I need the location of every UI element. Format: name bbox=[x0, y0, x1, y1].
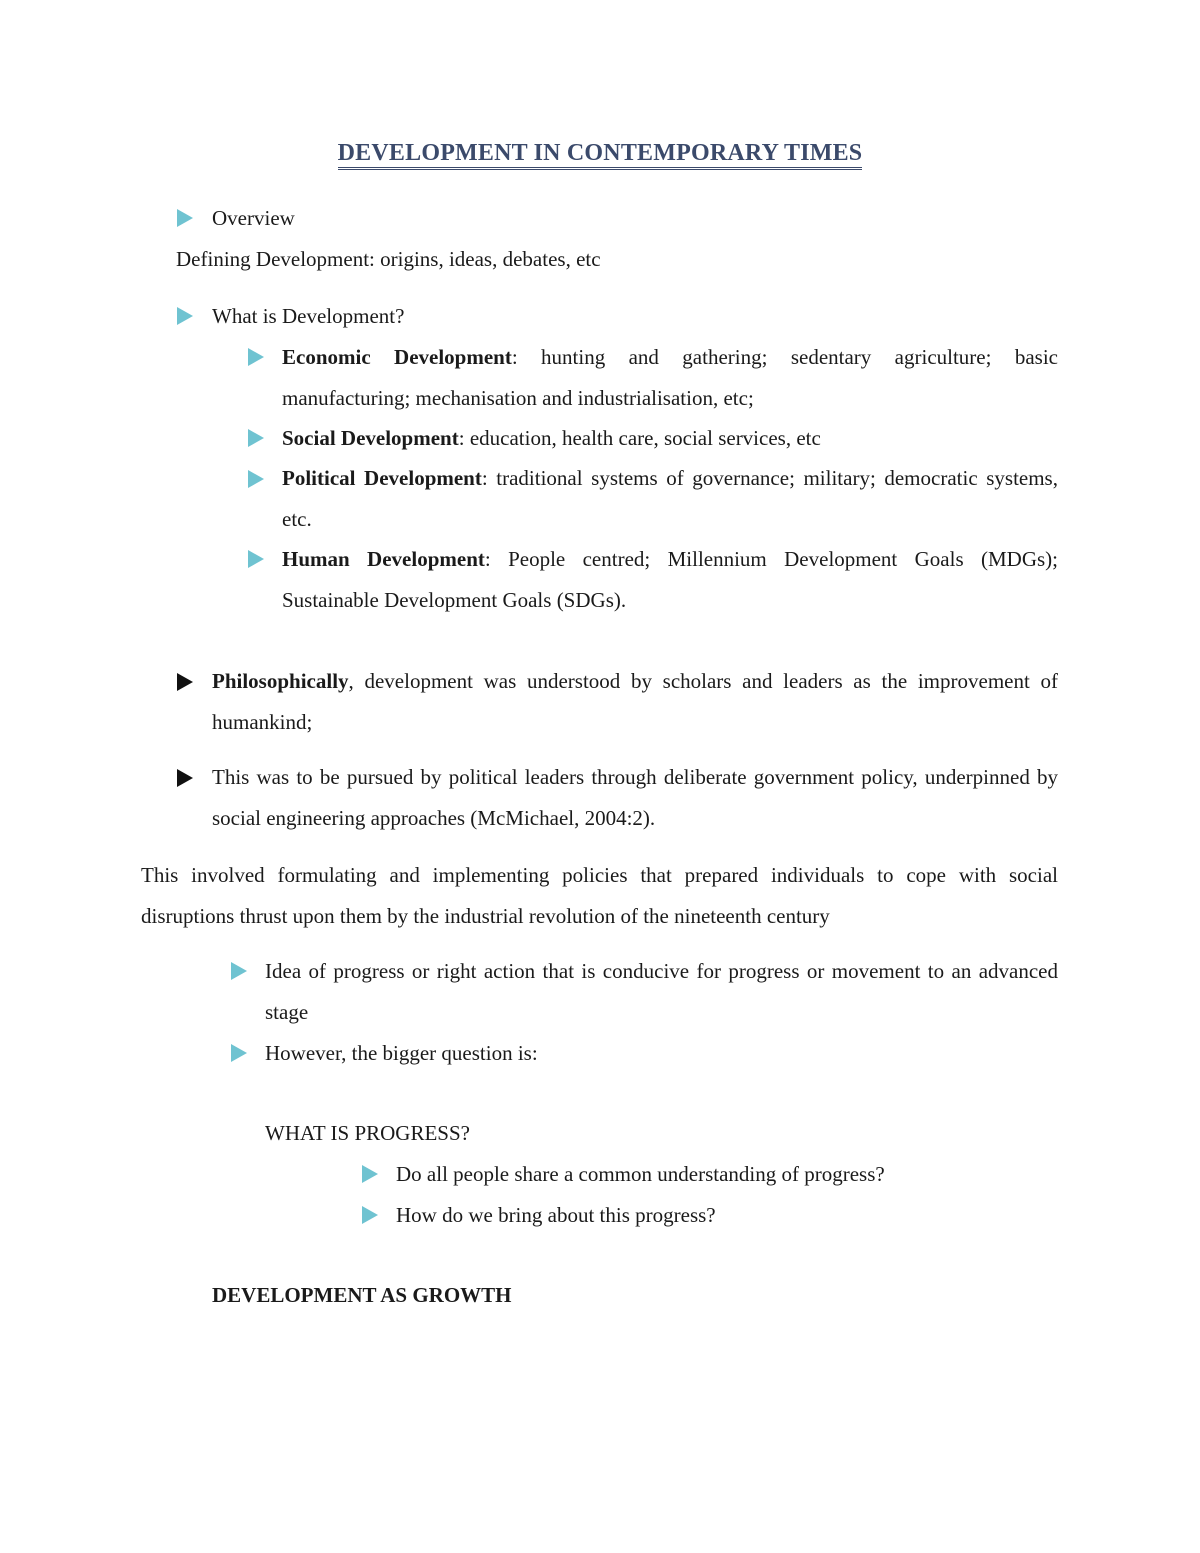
page-title: DEVELOPMENT IN CONTEMPORARY TIMES bbox=[0, 140, 1200, 167]
idea-item: Idea of progress or right action that is conducive for progress or movement to an advanced stage bbox=[265, 959, 1058, 1024]
triangle-bullet-icon bbox=[248, 550, 264, 568]
list-item-human: Human Development: People centred; Millennium Development Goals (MDGs); Sustainable Development Goals (SDGs). bbox=[282, 547, 1058, 612]
triangle-bullet-icon bbox=[177, 673, 193, 691]
triangle-bullet-icon bbox=[248, 470, 264, 488]
triangle-bullet-icon bbox=[248, 348, 264, 366]
involved-paragraph: This involved formulating and implementing policies that prepared individuals to cope with social disruptions thrust upon them by the industrial revolution of the nineteenth century bbox=[141, 863, 1058, 928]
overview-item: Overview bbox=[212, 206, 295, 230]
list-item-economic: Economic Development: hunting and gathering; sedentary agriculture; basic manufacturing; mechanisation and industrialisation, etc; bbox=[282, 345, 1058, 410]
philosophically-item: Philosophically, development was understood by scholars and leaders as the improvement of humankind; bbox=[212, 669, 1058, 734]
triangle-bullet-icon bbox=[231, 962, 247, 980]
triangle-bullet-icon bbox=[362, 1165, 378, 1183]
pursued-item: This was to be pursued by political leaders through deliberate government policy, underpinned by social engineering approaches (McMichael, 2004:2). bbox=[212, 765, 1058, 830]
triangle-bullet-icon bbox=[177, 307, 193, 325]
triangle-bullet-icon bbox=[177, 209, 193, 227]
section-heading: DEVELOPMENT AS GROWTH bbox=[212, 1283, 512, 1307]
what-is-item: What is Development? bbox=[212, 304, 405, 328]
triangle-bullet-icon bbox=[248, 429, 264, 447]
question-item: How do we bring about this progress? bbox=[396, 1203, 716, 1227]
list-item-social: Social Development: education, health care, social services, etc bbox=[282, 426, 821, 450]
question-item: Do all people share a common understanding of progress? bbox=[396, 1162, 885, 1186]
however-item: However, the bigger question is: bbox=[265, 1041, 538, 1065]
list-item-political: Political Development: traditional systems of governance; military; democratic systems, etc. bbox=[282, 466, 1058, 531]
what-is-progress-line: WHAT IS PROGRESS? bbox=[265, 1121, 470, 1145]
triangle-bullet-icon bbox=[231, 1044, 247, 1062]
triangle-bullet-icon bbox=[362, 1206, 378, 1224]
defining-line: Defining Development: origins, ideas, debates, etc bbox=[176, 247, 601, 271]
triangle-bullet-icon bbox=[177, 769, 193, 787]
